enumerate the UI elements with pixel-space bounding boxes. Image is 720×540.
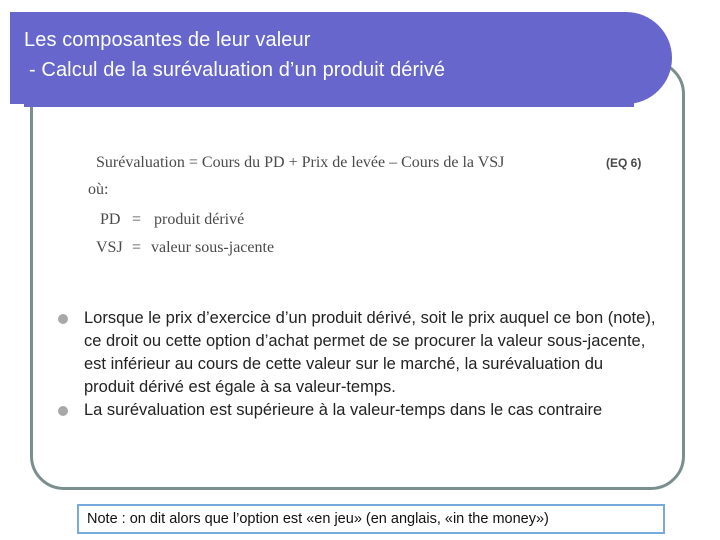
- def-abbr-pd: PD: [100, 211, 121, 228]
- slide-subtitle: - Calcul de la surévaluation d’un produit dérivé: [29, 59, 446, 81]
- def-meaning-pd: produit dérivé: [154, 211, 245, 228]
- slide-title: Les composantes de leur valeur: [24, 29, 311, 51]
- bullet-text: La surévaluation est supérieure à la valeur-temps dans le cas contraire: [84, 401, 603, 419]
- note-box: Note : on dit alors que l’option est «en jeu» (en anglais, «in the money»): [77, 504, 665, 534]
- equation-where-label: où:: [88, 181, 109, 198]
- def-eq-pd: =: [132, 211, 142, 228]
- bullet-icon: [58, 314, 68, 324]
- equation-tag: (EQ 6): [606, 156, 642, 170]
- list-item: [58, 307, 658, 399]
- bullet-list: [58, 307, 658, 422]
- bullet-text: Lorsque le prix d’exercice d’un produit dérivé, soit le prix auquel ce bon (note), ce droit ou cette option d’achat permet de se procurer la valeur sous-jacente, est inférieur au cours de cette valeur sur le marché, la surévaluation du produit dérivé est égale à sa valeur-temps.: [84, 309, 656, 396]
- def-abbr-vsj: VSJ: [96, 239, 123, 256]
- def-eq-vsj: =: [132, 239, 142, 256]
- equation-formula: Surévaluation = Cours du PD + Prix de levée – Cours de la VSJ: [96, 154, 505, 171]
- bullet-icon: [58, 406, 68, 416]
- content-frame: [30, 60, 685, 490]
- title-banner: [10, 12, 672, 104]
- list-item: [58, 399, 658, 422]
- def-meaning-vsj: valeur sous-jacente: [151, 239, 275, 256]
